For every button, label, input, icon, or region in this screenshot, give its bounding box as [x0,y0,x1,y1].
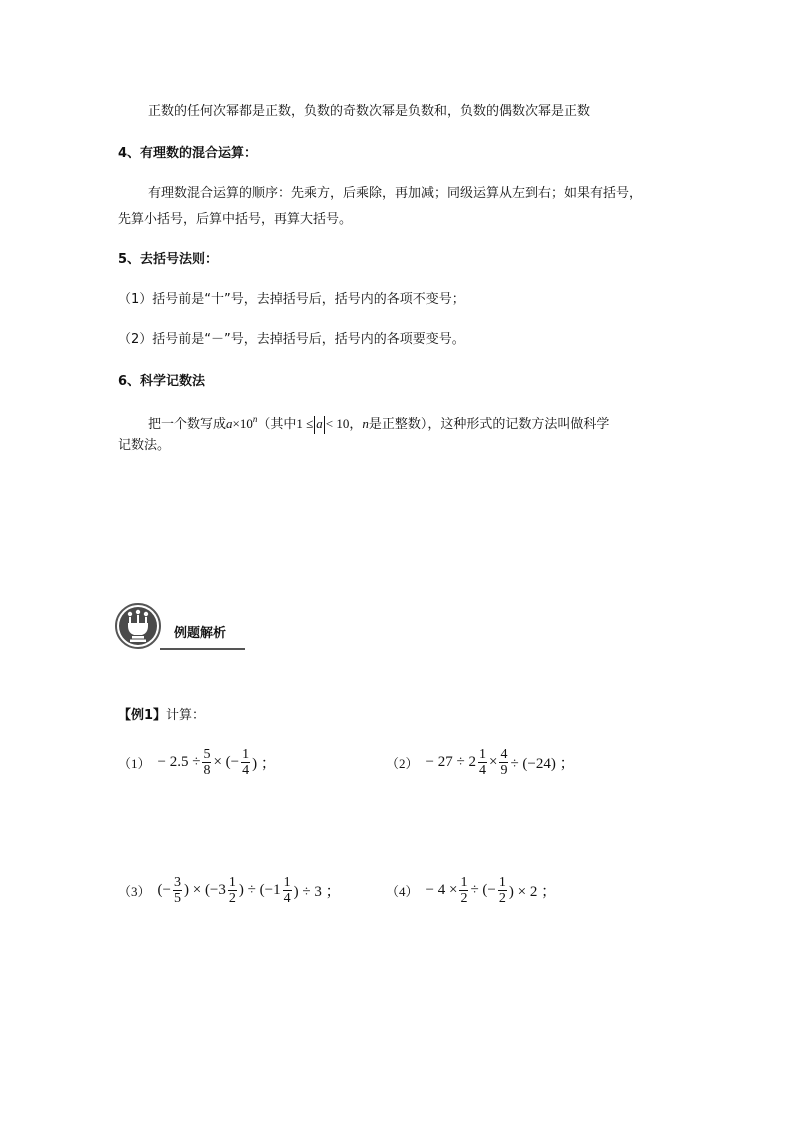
p3-frac-3-den: 4 [283,890,291,906]
p4-frac-2-num: 1 [498,874,506,890]
p3-frac-1 [173,875,182,906]
sci-abs-a: a [316,416,323,431]
p2-term-c: ÷ (−24) ； [510,755,575,772]
section-6-line2: 记数法。 [118,438,171,453]
p3-frac-2-num: 1 [228,874,236,890]
sci-exp-n: n [252,414,258,424]
problem-1 [118,744,277,780]
p3-frac-2-den: 2 [228,890,236,906]
p4-frac-2 [498,875,507,906]
p3-frac-3 [283,875,292,906]
p3-term-d: ) ÷ 3 ； [293,883,341,900]
p2-term-a: − 27 ÷ 2 [425,753,476,770]
p2-frac-2-num: 4 [500,746,508,762]
p1-frac-1 [202,747,211,778]
p3-term-a: (− [157,881,171,898]
p1-term-a: − 2.5 ÷ [157,753,201,770]
problem-3-number: （3） [118,883,151,899]
section-5-rule1: （1）括号前是“十”号，去掉括号后，括号内的各项不变号； [118,292,465,307]
example-banner [114,601,246,655]
chess-queen-icon [122,609,154,643]
p1-term-c: ) ； [252,755,276,772]
sci-a: a [226,416,233,431]
p3-frac-1-num: 3 [173,874,181,890]
sci-ineq-left: 1 ≤ [296,416,314,431]
p1-frac-1-num: 5 [203,746,211,762]
problem-3-expression [157,875,342,906]
banner-title: 例题解析 [174,626,227,641]
sci-comma: ， [349,417,363,432]
p4-term-a: − 4 × [425,881,458,898]
p3-term-c: ) ÷ (−1 [238,881,281,898]
sci-ineq-right: < 10 [325,416,350,431]
problem-1-expression [157,747,277,778]
p1-frac-2-num: 1 [242,746,250,762]
p1-frac-2 [241,747,250,778]
example-1-text: 计算： [166,708,206,723]
p2-frac-2 [499,747,508,778]
p4-frac-2-den: 2 [498,890,506,906]
problem-4 [386,872,557,908]
section-6-heading: 6、科学记数法 [118,374,206,389]
p3-term-b: ) × (−3 [183,881,226,898]
example-1-header [118,706,205,726]
section-4-para-line1: 有理数混合运算的顺序：先乘方，后乘除，再加减；同级运算从左到右；如果有括号， [148,186,643,201]
p3-frac-3-num: 1 [283,874,291,890]
problem-2-expression [425,747,576,778]
problem-4-number: （4） [386,883,419,899]
sci-suffix: 是正整数），这种形式的记数方法叫做科学 [368,417,610,432]
problem-1-number: （1） [118,755,151,771]
p2-frac-1 [478,747,487,778]
example-1-label: 【例1】 [118,708,167,723]
sci-prefix: 把一个数写成 [148,417,227,432]
p4-term-b: ÷ (− [470,881,496,898]
p4-frac-1-den: 2 [460,890,468,906]
section-6-line1 [148,409,609,435]
intro-line: 正数的任何次幂都是正数，负数的奇数次幂是负数和，负数的偶数次幂是正数 [148,104,591,119]
p2-frac-1-num: 1 [478,746,486,762]
problem-3 [118,872,342,908]
section-4-heading: 4、有理数的混合运算： [118,146,258,161]
p2-frac-1-den: 4 [478,762,486,778]
sci-mid: （其中 [257,417,297,432]
problem-2 [386,744,576,780]
p2-frac-2-den: 9 [500,762,508,778]
p2-term-b: × [488,753,498,770]
p1-frac-1-den: 8 [203,762,211,778]
sci-times10: ×10 [232,416,253,431]
p4-frac-1 [459,875,468,906]
p1-frac-2-den: 4 [242,762,250,778]
p4-frac-1-num: 1 [460,874,468,890]
sci-n: n [362,416,369,431]
p3-frac-2 [228,875,237,906]
abs-bar-right [324,416,325,434]
p4-term-c: ) × 2 ； [508,883,557,900]
section-4-para-line2: 先算小括号，后算中括号，再算大括号。 [118,212,353,227]
section-5-heading: 5、去括号法则： [118,252,219,267]
section-5-rule2: （2）括号前是“－”号，去掉括号后，括号内的各项要变号。 [118,332,465,347]
p3-frac-1-den: 5 [173,890,181,906]
problem-2-number: （2） [386,755,419,771]
p1-term-b: × (− [213,753,240,770]
problem-4-expression [425,875,558,906]
